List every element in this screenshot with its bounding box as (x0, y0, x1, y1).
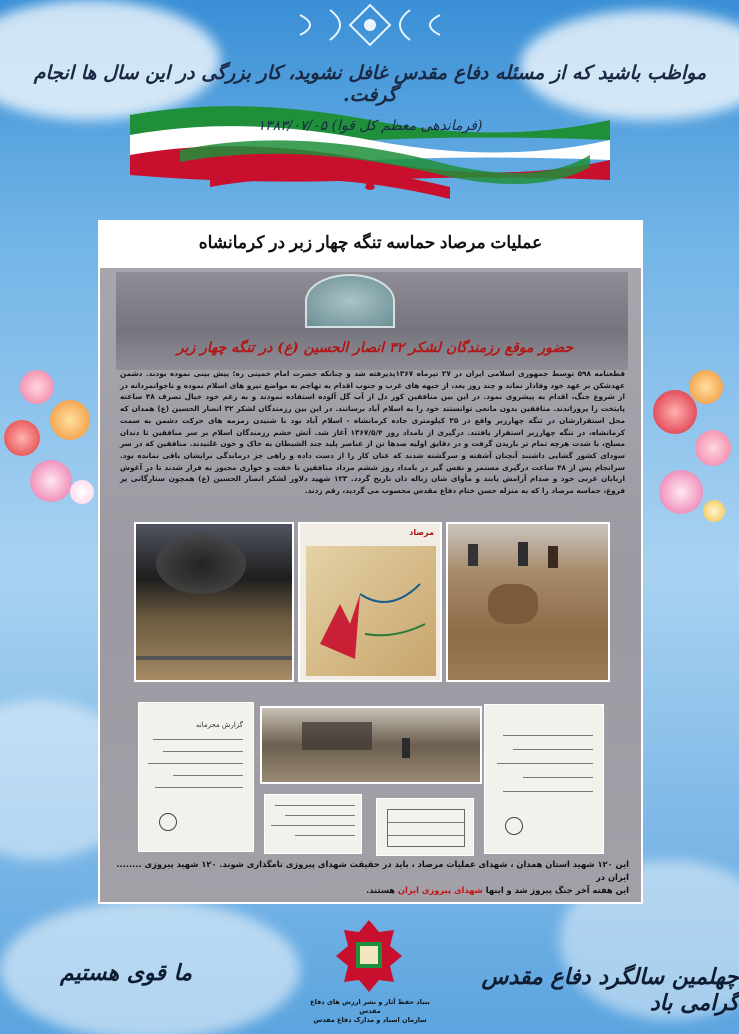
emblem-icon (305, 274, 395, 328)
article-body: قطعنامه ۵۹۸ توسط جمهوری اسلامی ایران در ۲۷ تیرماه ۱۳۶۷پذیرفته شد و چنانکه حضرت امام خمینی ره؛ پیش بینی نموده بودند. دشمن عهدشکن بر عهد خود وفادار نماند و چند روز بعد، از جبهه های غرب و جنوب اقدام به تهاجم به مواضع نیرو های اسلام نموده و ناجوانمردانه در از شروع جنگ، اقدام به پیشروی نمود. در این بین منافقین کور دل از آب گل آلوده استفاده نمودند و به زعم خود خیال تصرف ۴۸ ساعته پایتخت را پروراندند. منافقین بدون مانعی توانستند خود را به اسلام آباد برسانند. در این بین رزمندگان لشکر ۳۲ انصار الحسین (ع) همدان که محل استقرارشان در تنگه چهارزبر واقع در ۳۵ کیلومتری جاده کرمانشاه - اسلام آباد بود با شنیدن زمزمه های حرکت دشمن به سمت کرمانشاه، در تنگه چهارزبر استقرار یافتند. درگیری از بامداد روز ۱۳۶۷/۵/۴ آغاز شد. آتش خشم رزمندگان اسلام بر سر منافقین تا دندان مسلح، با شدت هرچه تمام تر باریدن گرفت و در دقایق اولیه صدها تن از عناصر پلید جند الشیطان به خاک و خون غلتیدند. منافقین که در سر سودای کشور گشایی داشتند آنچنان آشفته و سرگشته شدند که عنان کار را از دست داده و راهی جز درماندگی برایشان باقی نمانده بود. سرانجام پس از ۴۸ ساعت درگیری مستمر و نفس گیر در بامداد روز ششم مرداد منافقین با خفت و خواری مجبور به فرار شدند تا در آغوش اربابان غربی خود و صدام آرامش یابند و مأوای شان زباله دان تاریخ گردد. ۱۲۳ شهید دلاور لشکر انصار الحسین (ع) همچون ستارگانی پر فروغ، حماسه مرصاد را که به منزله حسن ختام دفاع مقدس محسوب می گردید، رقم زدند. (120, 369, 626, 496)
quote-attribution: (فرماندهی معظم کل قوا) ۱۳۸۳/۰۷/۰۵ (257, 118, 483, 134)
document-scan (484, 704, 604, 854)
logo-caption-line-1: بنیاد حفظ آثار و نشر ارزش های دفاع مقدس (310, 998, 430, 1015)
slogan-left: ما قوی هستیم (60, 960, 193, 986)
panel-footer (114, 858, 629, 897)
flower-bouquet-right (639, 360, 739, 530)
map-route-icon (310, 564, 430, 674)
footer-line-2 (114, 884, 629, 897)
footer-line-1: این ۱۲۰ شهید استان همدان ، شهدای عملیات مرصاد ، باید در حقیقت شهدای پیروزی نامگذاری شوند. ۱۲۰ شهید پیروزی ........ ایران در (116, 859, 629, 882)
iran-flag-icon (120, 95, 620, 205)
flower-bouquet-left (0, 360, 100, 520)
page-title: عملیات مرصاد حماسه تنگه چهار زبر در کرمانشاه (98, 220, 643, 266)
document-scan (376, 798, 474, 856)
map-header: مرصاد (409, 528, 434, 537)
footer-text-post: هستند. (366, 885, 396, 895)
document-title: گزارش محرمانه (195, 721, 243, 729)
content-panel (98, 266, 643, 904)
smoke-photo (134, 522, 294, 682)
ornament-icon (270, 0, 470, 50)
organization-logo-icon (334, 918, 404, 994)
footer-highlight: شهدای پیروزی ایران (397, 885, 483, 895)
slogan-right: چهلمین سالگرد دفاع مقدس گرامی باد (481, 964, 739, 1016)
logo-caption (300, 998, 440, 1025)
operation-map (298, 522, 442, 682)
leader-quote: مواظب باشید که از مسئله دفاع مقدس غافل نشوید، کار بزرگی در این سال ها انجام گرفت. (33, 62, 707, 106)
panel-subtitle: حضور موقع رزمندگان لشکر ۳۲ انصار الحسین (ع) در تنگه چهار زبر (176, 340, 574, 356)
document-scan (138, 702, 254, 852)
wreckage-photo (260, 706, 482, 784)
soldiers-photo (446, 522, 610, 682)
document-scan (264, 794, 362, 854)
footer-text-pre: این هفته آخر جنگ پیروز شد و اینها (485, 885, 629, 895)
logo-caption-line-2: سازمان اسناد و مدارک دفاع مقدس (313, 1016, 427, 1024)
